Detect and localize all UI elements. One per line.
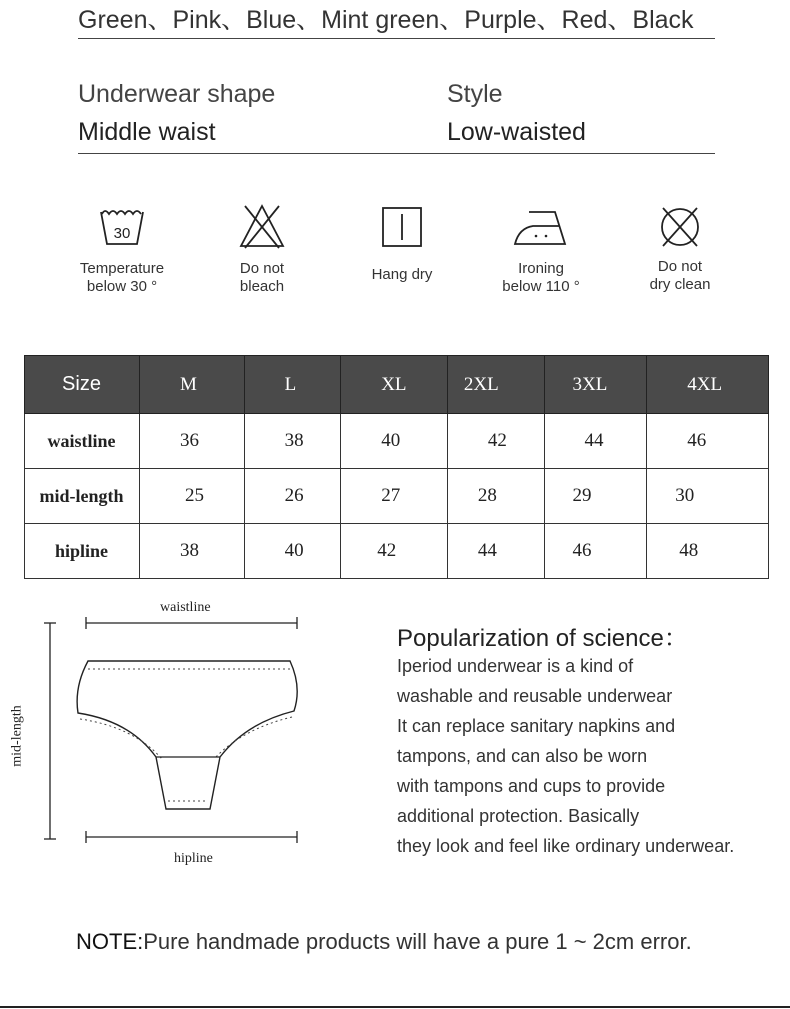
care-iron <box>471 202 611 296</box>
row-label: mid-length <box>25 469 140 524</box>
table-header-cell: 2XL <box>447 356 544 414</box>
iron-icon <box>511 202 571 252</box>
table-cell: 28 <box>447 469 544 524</box>
table-cell: 30 <box>647 469 769 524</box>
table-cell: 38 <box>244 414 341 469</box>
measurement-diagram <box>10 595 310 875</box>
care-hang <box>332 202 472 284</box>
science-line: additional protection. Basically <box>397 806 640 826</box>
color-options: Green、Pink、Blue、Mint green、Purple、Red、Black <box>78 6 694 34</box>
divider <box>78 38 715 39</box>
note-text: Pure handmade products will have a pure 1 ~ 2cm error. <box>143 929 692 954</box>
divider <box>78 153 715 154</box>
table-cell: 36 <box>140 414 245 469</box>
table-header-cell: L <box>244 356 341 414</box>
divider <box>0 1006 790 1008</box>
table-header-cell: 3XL <box>544 356 647 414</box>
table-row <box>25 469 769 524</box>
science-line: Iperiod underwear is a kind of <box>397 656 634 676</box>
table-header-cell: XL <box>341 356 448 414</box>
table-cell: 48 <box>647 524 769 579</box>
no-dry-clean-icon <box>655 202 705 252</box>
table-cell: 40 <box>244 524 341 579</box>
care-wash <box>52 202 192 296</box>
care-label: Do not dry clean <box>649 258 711 293</box>
care-label: Hang dry <box>371 266 433 283</box>
care-label: Do not bleach <box>239 260 285 295</box>
science-line: tampons, and can also be worn <box>397 746 648 766</box>
mid-length-label: mid-length <box>9 705 25 767</box>
table-row <box>25 524 769 579</box>
table-header-cell: 4XL <box>647 356 769 414</box>
table-header-row <box>25 356 769 414</box>
table-cell: 40 <box>341 414 448 469</box>
science-line: they look and feel like ordinary underwear. <box>397 836 735 856</box>
hang-dry-icon <box>377 202 427 252</box>
table-cell: 42 <box>447 414 544 469</box>
attr-shape-value: Middle waist <box>78 118 216 146</box>
table-header-size: Size <box>25 356 140 414</box>
waistline-label: waistline <box>160 600 211 615</box>
row-label: waistline <box>25 414 140 469</box>
care-bleach <box>192 202 332 296</box>
size-table <box>24 355 769 579</box>
care-dryclean <box>610 202 750 294</box>
table-cell: 44 <box>447 524 544 579</box>
science-line: with tampons and cups to provide <box>397 776 666 796</box>
table-cell: 44 <box>544 414 647 469</box>
table-header-cell: M <box>140 356 245 414</box>
table-row <box>25 414 769 469</box>
table-cell: 38 <box>140 524 245 579</box>
table-cell: 42 <box>341 524 448 579</box>
note-label: NOTE: <box>76 929 144 954</box>
note <box>76 929 692 955</box>
science-line: It can replace sanitary napkins and <box>397 716 676 736</box>
wash-30-icon <box>97 202 147 252</box>
wash-temp: 30 <box>113 225 131 242</box>
hipline-label: hipline <box>174 851 213 866</box>
table-cell: 46 <box>544 524 647 579</box>
table-cell: 46 <box>647 414 769 469</box>
table-cell: 27 <box>341 469 448 524</box>
care-label: Temperature below 30 ° <box>79 260 165 295</box>
science-title: Popularization of science： <box>397 625 688 652</box>
science-line: washable and reusable underwear <box>397 686 673 706</box>
attr-style-value: Low-waisted <box>447 118 586 146</box>
attr-shape-label: Underwear shape <box>78 80 276 108</box>
row-label: hipline <box>25 524 140 579</box>
table-cell: 26 <box>244 469 341 524</box>
no-bleach-icon <box>237 202 287 252</box>
attr-style-label: Style <box>447 80 503 108</box>
care-label: Ironing below 110 ° <box>502 260 580 295</box>
table-cell: 25 <box>140 469 245 524</box>
table-cell: 29 <box>544 469 647 524</box>
